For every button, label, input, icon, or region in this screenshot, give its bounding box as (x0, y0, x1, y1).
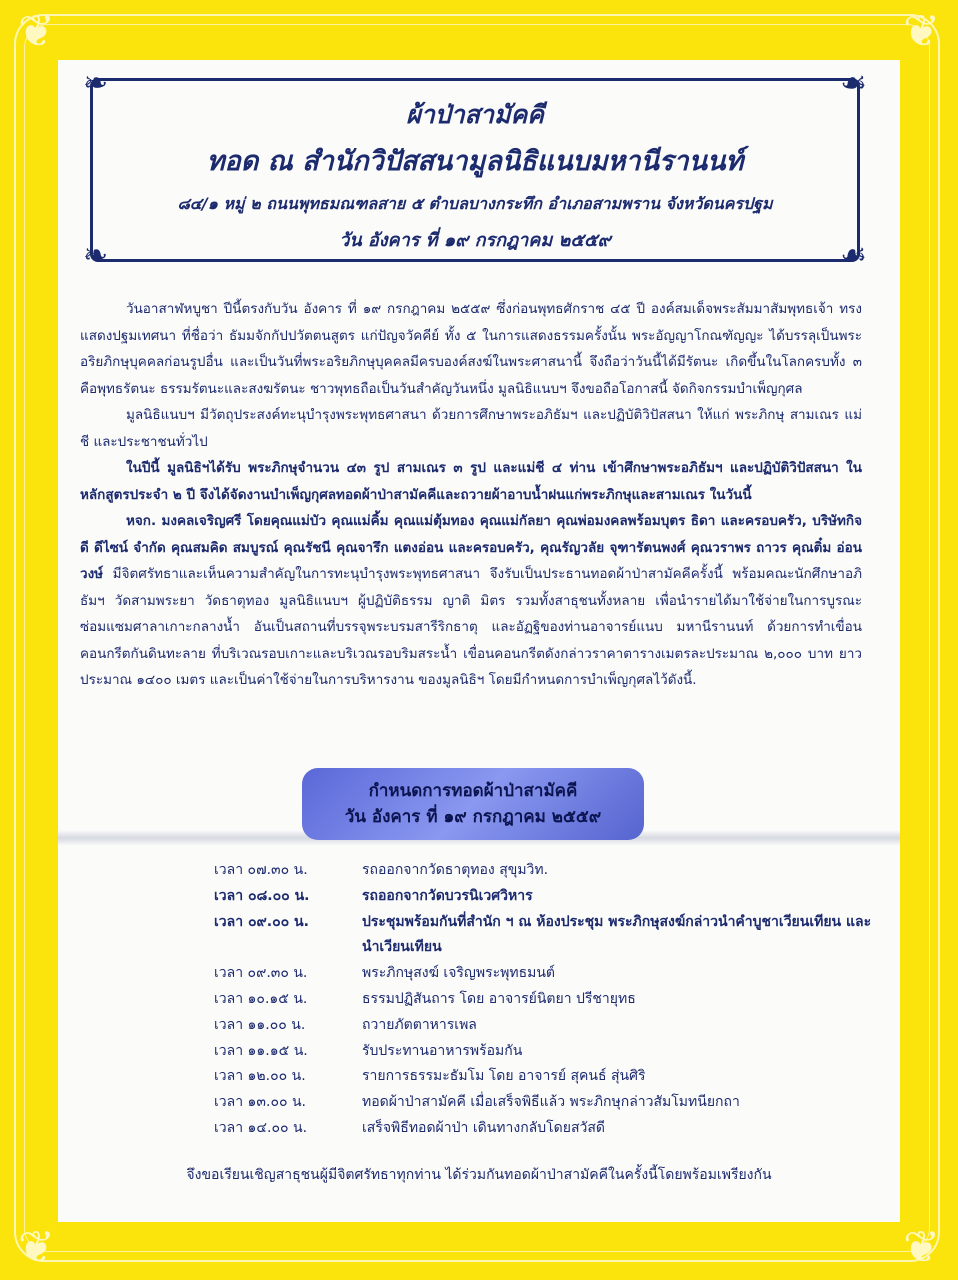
banner-title: กำหนดการทอดผ้าป่าสามัคคี (368, 781, 578, 801)
schedule-activity: รถออกจากวัดธาตุทอง สุขุมวิท. (362, 862, 549, 878)
schedule-item (214, 1013, 874, 1039)
schedule-activity: รับประทานอาหารพร้อมกัน (362, 1042, 523, 1059)
header-box (83, 66, 867, 273)
ornament-icon: ❦ (18, 1222, 55, 1273)
schedule-activity: รายการธรรมะธัมโม โดย อาจารย์ สุคนธ์ สุ่นศิริ (362, 1068, 646, 1085)
schedule-item (214, 987, 874, 1013)
schedule-item (214, 858, 874, 884)
schedule-item (214, 884, 874, 910)
schedule-item (214, 961, 874, 987)
schedule-list (214, 858, 874, 1142)
schedule-activity: รถออกจากวัดบวรนิเวศวิหาร (362, 887, 533, 904)
paragraph-intro: วันอาสาฬหบูชา ปีนี้ตรงกับวัน อังคาร ที่ ๑๙ กรกฎาคม ๒๕๕๙ ซึ่งก่อนพุทธศักราช ๔๕ ปี องค์สมเด็จพระสัมมาสัมพุทธเจ้า ทรงแสดงปฐมเทศนา ที่ชื่อว่า ธัมมจักกัปปวัตตนสูตร แก่ปัญจวัคคีย์ ทั้ง ๕ ในการแสดงธรรมครั้งนั้น พระอัญญาโกณฑัญญะ ได้บรรลุเป็นพระอริยภิกษุบุคคลก่อนรูปอื่น และเป็นวันที่พระอริยภิกษุบุคคลมีครบองค์สงฆ์ในพระศาสนานี้ จึงถือว่าวันนี้ได้มีรัตนะ เกิดขึ้นในโลกครบทั้ง ๓ คือพุทธรัตนะ ธรรมรัตนะและสงฆรัตนะ ชาวพุทธถือเป็นวันสำคัญวันหนึ่ง มูลนิธิแนบฯ จึงขอถือโอกาสนี้ จัดกิจกรรมบำเพ็ญกุศล (80, 301, 862, 397)
schedule-time: เวลา ๑๐.๑๕ น. (214, 990, 308, 1007)
schedule-item (214, 1064, 874, 1090)
ornament-icon: ❦ (903, 6, 940, 57)
sponsor-text: มีจิตศรัทธาและเห็นความสำคัญในการทะนุบำรุงพระพุทธศาสนา จึงรับเป็นประธานทอดผ้าป่าสามัคคีครั้งนี้ พร้อมคณะนักศึกษาอภิธัมฯ วัดสามพระยา วัดธาตุทอง มูลนิธิแนบฯ ผู้ปฏิบัติธรรม ญาติ มิตร รวมทั้งสาธุชนทั้งหลาย เพื่อนำรายได้มาใช้จ่ายในการบูรณะซ่อมแซมศาลาเกาะกลางน้ำ อันเป็นสถานที่บรรจุพระบรมสารีริกธาตุ และอัฏฐิของท่านอาจารย์แนบ มหานีรานนท์ ด้วยการทำเขื่อนคอนกรีตกันดินทะลาย ที่บริเวณรอบเกาะและบริเวณรอบริมสระน้ำ เขื่อนคอนกรีตดังกล่าวราคาตารางเมตรละประมาณ ๒,๐๐๐ บาท ยาวประมาณ ๑๔๐๐ เมตร และเป็นค่าใช้จ่ายในการบริหารงาน ของมูลนิธิฯ โดยมีกำหนดการบำเพ็ญกุศลไว้ดังนี้. (80, 566, 862, 688)
scroll-ornament-icon: ❧ (83, 238, 109, 273)
schedule-item (214, 1116, 874, 1142)
schedule-time: เวลา ๑๑.๐๐ น. (214, 1016, 306, 1033)
banner-date: วัน อังคาร ที่ ๑๙ กรกฎาคม ๒๕๕๙ (344, 807, 602, 827)
schedule-item (214, 910, 874, 962)
ornament-icon: ❦ (18, 6, 55, 57)
schedule-activity: ถวายภัตตาหารเพล (362, 1016, 477, 1033)
scroll-ornament-icon: ☙ (840, 238, 867, 273)
schedule-activity: พระภิกษุสงฆ์ เจริญพระพุทธมนต์ (362, 965, 556, 982)
schedule-time: เวลา ๐๙.๐๐ น. (214, 913, 309, 930)
schedule-time: เวลา ๐๗.๓๐ น. (214, 862, 308, 878)
scroll-ornament-icon: ❧ (83, 66, 109, 101)
schedule-time: เวลา ๑๔.๐๐ น. (214, 1119, 308, 1136)
schedule-time: เวลา ๑๑.๑๕ น. (214, 1042, 308, 1059)
schedule-activity: เสร็จพิธีทอดผ้าป่า เดินทางกลับโดยสวัสดี (362, 1119, 605, 1136)
scroll-ornament-icon: ☙ (840, 66, 867, 101)
doc-date: วัน อังคาร ที่ ๑๙ กรกฎาคม ๒๕๕๙ (339, 230, 611, 251)
schedule-activity: ประชุมพร้อมกันที่สำนัก ฯ ณ ห้องประชุม พระภิกษุสงฆ์กล่าวนำคำบูชาเวียนเทียน และนำเวียนเทียน (362, 913, 872, 956)
schedule-activity: ธรรมปฏิสันถาร โดย อาจารย์นิตยา ปรีชายุทธ (362, 990, 636, 1007)
doc-subtitle: ทอด ณ สำนักวิปัสสนามูลนิธิแนบมหานีรานนท์ (206, 146, 744, 177)
schedule-time: เวลา ๑๒.๐๐ น. (214, 1068, 306, 1085)
schedule-time: เวลา ๑๓.๐๐ น. (214, 1094, 307, 1111)
doc-title: ผ้าป่าสามัคคี (406, 100, 544, 129)
paragraph-students: ในปีนี้ มูลนิธิฯได้รับ พระภิกษุจำนวน ๔๓ รูป สามเณร ๓ รูป และแม่ชี ๔ ท่าน เข้าศึกษาพระอภิธัมฯ และปฏิบัติวิปัสสนา ในหลักสูตรประจำ ๒ ปี จึงได้จัดงานบำเพ็ญกุศลทอดผ้าป่าสามัคคีและถวายผ้าอาบน้ำฝนแก่พระภิกษุและสามเณร ในวันนี้ (80, 460, 862, 503)
schedule-item (214, 1039, 874, 1065)
doc-address: ๘๔/๑ หมู่ ๒ ถนนพุทธมณฑลสาย ๕ ตำบลบางกระทึก อำเภอสามพราน จังหวัดนครปฐม (177, 194, 773, 213)
schedule-item (214, 1090, 874, 1116)
closing-invitation: จึงขอเรียนเชิญสาธุชนผู้มีจิตศรัทธาทุกท่าน ได้ร่วมกันทอดผ้าป่าสามัคคีในครั้งนี้โดยพร้อมเพรียงกัน (186, 1167, 772, 1183)
document-page (58, 60, 900, 1222)
sponsor-names: หจก. มงคลเจริญศรี โดยคุณแม่บัว คุณแม่คิ้ม คุณแม่ตุ้มทอง คุณแม่กัลยา คุณพ่อมงคลพร้อมบุตร ธิดา และครอบครัว, บริษัทกิจดี ดีไซน์ จำกัด คุณสมคิด สมบูรณ์ คุณรัชนี คุณจารึก แตงอ่อน และครอบครัว, คุณรัญวลัย จุฑารัตนพงศ์ คุณวราพร ถาวร คุณติ๋ม อ่อนวงษ์ (80, 513, 862, 582)
schedule-time: เวลา ๐๙.๓๐ น. (214, 965, 308, 982)
schedule-activity: ทอดผ้าป่าสามัคคี เมื่อเสร็จพิธีแล้ว พระภิกษุกล่าวสัมโมทนียกถา (362, 1094, 740, 1111)
schedule-time: เวลา ๐๘.๐๐ น. (214, 887, 310, 904)
schedule-banner (302, 768, 644, 840)
body-text (80, 296, 862, 694)
ornament-icon: ❦ (903, 1222, 940, 1273)
paragraph-purpose: มูลนิธิแนบฯ มีวัตถุประสงค์ทะนุบำรุงพระพุทธศาสนา ด้วยการศึกษาพระอภิธัมฯ และปฏิบัติวิปัสสนา ให้แก่ พระภิกษุ สามเณร แม่ชี และประชาชนทั่วไป (80, 407, 862, 450)
paragraph-sponsors (80, 508, 862, 694)
